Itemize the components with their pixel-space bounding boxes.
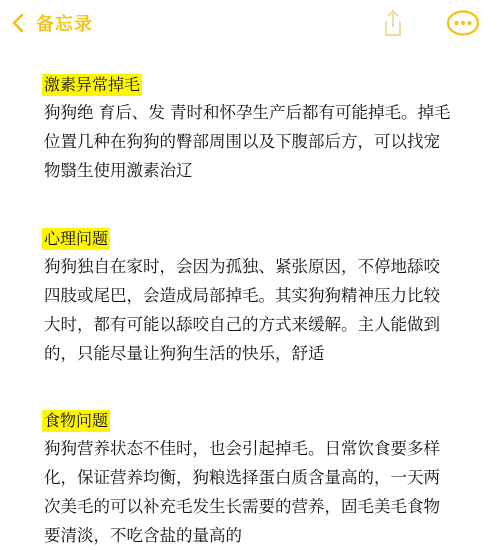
share-icon[interactable] [376,7,410,41]
section-body: 狗狗独自在家时，会因为孤独、紧张原因，不停地舔咬四肢或尾巴，会造成局部掉毛。其实狗狗精神压力比较大时，都有可能以舔咬自己的方式来缓解。主人能做到的，只能尽量让狗狗生活的快乐，舒适 [44,257,440,363]
section-body: 狗狗绝 育后、发 青时和怀孕生产后都有可能掉毛。掉毛位置几种在狗狗的臀部周围以及下腹部后方，可以找宠物翳生使用激素治辽 [44,103,451,180]
more-icon [446,9,480,37]
back-label: 备忘录 [36,14,93,35]
section-heading: 心理问题 [44,229,109,248]
section-heading: 食物问题 [44,411,109,430]
section-heading: 激素异常掉毛 [44,75,141,94]
note-section-food [44,410,454,550]
top-bar [0,0,500,48]
back-button[interactable] [8,8,93,38]
more-button[interactable] [446,9,480,37]
note-section-psychology [44,228,454,368]
section-body: 狗狗营养状态不佳时，也会引起掉毛。日常饮食要多样化，保证营养均衡，狗粮选择蛋白质含量高的，一天两次美毛的可以补充毛发生长需要的营养，固毛美毛食物要清淡，不吃含盐的量高的 [44,439,440,545]
note-section-hormone [44,74,454,185]
chevron-left-icon [8,12,30,34]
